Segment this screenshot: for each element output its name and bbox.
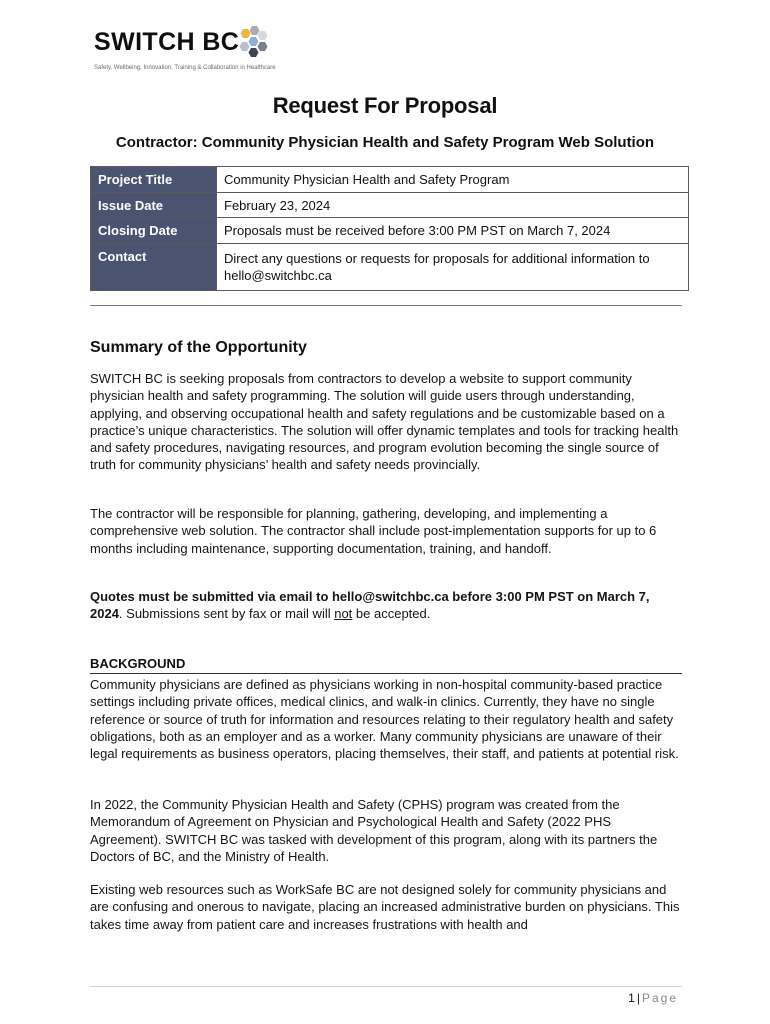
table-row xyxy=(91,218,689,244)
hex-blue xyxy=(249,37,259,46)
background-paragraph-2: In 2022, the Community Physician Health and Safety (CPHS) program was created from the Memorandum of Agreement on Physician and Psychological Health and Safety (2022 PHS Agreement). SWITCH BC was tasked with development of this program, along with its partners the Doctors of BC, and the Ministry of Health. xyxy=(90,797,658,864)
summary-paragraph-1: SWITCH BC is seeking proposals from contractors to develop a website to support community physician health and safety programming. The solution will guide users through understanding, applying, and observing occupational health and safety regulations and be customizable based on a practice’s unique characteristics. The solution will offer dynamic templates and tools for tracking health and safety procedures, navigating resources, and program evolution becoming the single source of truth for community physicians’ health and safety needs provincially. xyxy=(90,371,679,473)
row-label: Contact xyxy=(91,244,217,291)
row-label: Project Title xyxy=(91,167,217,193)
underlined-not: not xyxy=(334,606,353,622)
submission-deadline-text: Quotes must be submitted via email to hello@switchbc.ca before 3:00 PM PST on March 7, 2024 xyxy=(90,589,650,622)
page-footer xyxy=(628,991,678,1005)
footer-divider xyxy=(90,986,682,987)
page-title: Request For Proposal xyxy=(272,93,498,118)
summary-heading: Summary of the Opportunity xyxy=(90,339,307,356)
logo-tagline: Safety, Wellbeing, Innovation, Training & Collaboration in Healthcare xyxy=(94,65,276,71)
summary-paragraph-3 xyxy=(90,588,682,623)
submission-note-b: be accepted. xyxy=(352,606,431,622)
page-number: 1 xyxy=(628,991,635,1005)
row-value: February 23, 2024 xyxy=(217,193,689,218)
page-subtitle: Contractor: Community Physician Health and Safety Program Web Solution xyxy=(115,134,655,151)
page-word: Page xyxy=(641,991,678,1005)
footer-separator: | xyxy=(636,991,640,1005)
table-row xyxy=(91,244,689,291)
hex-grey-2 xyxy=(258,31,268,40)
hex-navy xyxy=(249,48,259,57)
project-info-table xyxy=(90,166,689,291)
row-value: Community Physician Health and Safety Program xyxy=(217,167,689,193)
submission-note-a: . Submissions sent by fax or mail will xyxy=(118,606,335,622)
hexagon-cluster-icon xyxy=(236,26,270,58)
hex-lavender xyxy=(240,42,250,51)
summary-paragraph-2: The contractor will be responsible for planning, gathering, developing, and implementing a comprehensive web solution. The contractor shall include post-implementation supports for up to 6 months including maintenance, supporting documentation, training, and handoff. xyxy=(90,506,657,556)
hex-slate xyxy=(258,42,268,51)
logo-wordmark: SWITCH BC xyxy=(94,28,240,56)
background-paragraph-1: Community physicians are defined as physicians working in non-hospital community-based practice settings including private offices, medical clinics, and walk-in clinics. Currently, they have no single reference or source of truth for information and resources relating to their regulatory health and safety obligations, both as an employer and as a worker. Many community physicians are unaware of their legal requirements as business operators, placing themselves, their staff, and patients at potential risk. xyxy=(90,677,679,762)
background-paragraph-3: Existing web resources such as WorkSafe BC are not designed solely for community physicians and are confusing and onerous to navigate, placing an increased administrative burden on physicians. This takes time away from patient care and increases frustrations with health and xyxy=(90,882,680,932)
hex-yellow xyxy=(241,29,251,38)
hex-grey-1 xyxy=(250,26,260,35)
table-row xyxy=(91,193,689,218)
table-row xyxy=(91,167,689,193)
row-value: Direct any questions or requests for proposals for additional information to hello@switchbc.ca xyxy=(217,244,689,291)
background-heading: BACKGROUND xyxy=(90,655,682,674)
row-label: Closing Date xyxy=(91,218,217,244)
row-label: Issue Date xyxy=(91,193,217,218)
row-value: Proposals must be received before 3:00 PM PST on March 7, 2024 xyxy=(217,218,689,244)
section-divider xyxy=(90,305,682,306)
